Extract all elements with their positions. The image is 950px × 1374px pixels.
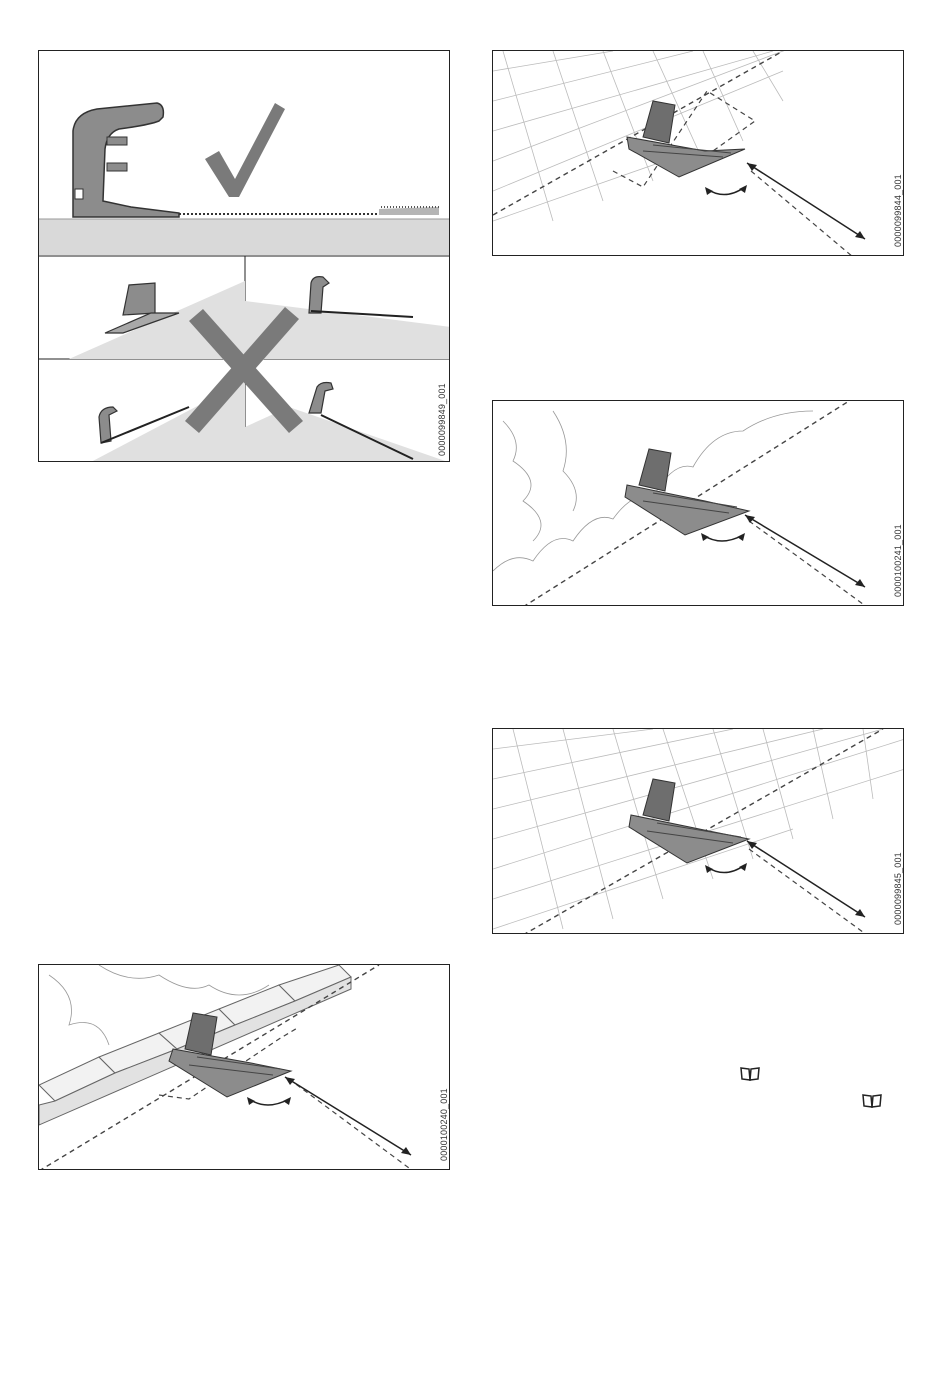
figure-dock-near-plants [492,400,904,606]
figure-dock-on-paving [492,50,904,256]
figure-dock-along-curb [38,964,450,1170]
paving-pattern [493,51,783,221]
docking-station [627,101,745,177]
figure-dock-on-paving-wide [492,728,904,934]
angle-arrow [703,535,743,541]
figure-dock-on-paving-wide-drawing [493,729,904,934]
distance-arrow [745,515,865,587]
figure-dock-near-plants-drawing [493,401,904,606]
angle-arrow [249,1099,289,1105]
figure-id: 0000099845_001 [893,852,903,925]
figure-docking-placement-drawing [39,51,450,462]
angle-arrow [707,865,745,873]
figure-id: 0000100241_001 [893,524,903,597]
figure-dock-along-curb-drawing [39,965,450,1170]
figure-id: 0000099844_001 [893,174,903,247]
figure-id: 0000099849_001 [437,383,447,456]
distance-arrow [747,841,865,917]
flat-ground [39,219,450,255]
figure-docking-placement [38,50,450,462]
figure-dock-on-paving-drawing [493,51,904,256]
docking-station [625,449,749,535]
book-icon[interactable] [740,1066,760,1082]
check-mark-icon [205,103,285,197]
distance-arrow [285,1077,411,1155]
book-icon[interactable] [862,1093,882,1109]
figure-id: 0000100240_001 [439,1088,449,1161]
distance-arrow [747,163,865,239]
angle-arrow [707,187,745,195]
